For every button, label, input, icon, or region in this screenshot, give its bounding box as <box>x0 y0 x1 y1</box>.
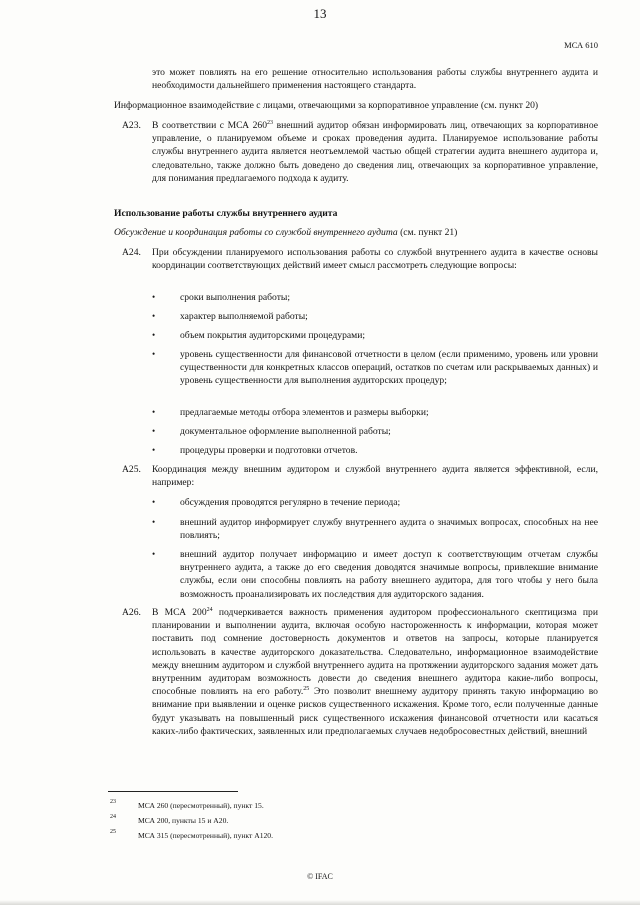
footnote-ref-25: 25 <box>303 686 310 693</box>
footnote-text: МСА 260 (пересмотренный), пункт 15. <box>138 801 264 810</box>
bullet-marker: • <box>152 330 156 340</box>
a24-bullet-item: уровень существенности для финансовой отчетности в целом (если применимо, уровень или уровни существенности для конкретных классов операций, остатков по счетам или раскрываемых данных) и уровень существенности для выполнения аудиторских процедур; <box>180 349 598 387</box>
intro-continuation: это может повлиять на его решение относительно использования работы службы внутреннего аудита и необходимости дальнейшего применения настоящего стандарта. <box>152 67 598 92</box>
a24-bullet-item: процедуры проверки и подготовки отчетов. <box>180 445 358 456</box>
standard-code: МСА 610 <box>564 40 598 50</box>
bullet-marker: • <box>152 517 156 527</box>
bullet-marker: • <box>152 349 156 359</box>
bullet-marker: • <box>152 497 156 507</box>
footnote-ref-23: 23 <box>267 119 274 126</box>
bullet-marker: • <box>152 407 156 417</box>
page-number: 13 <box>313 6 327 21</box>
footnote-number: 25 <box>110 829 116 835</box>
bullet-marker: • <box>152 292 156 302</box>
bullet-marker: • <box>152 445 156 455</box>
paragraph-a23: В соответствии с МСА $260^{23}$ внешний аудитор обязан информировать лиц, отвечающих за корпоративное управление, о планируемом объеме и сроках проведения аудита. Планируемое использование работы службы внутреннего аудита является неотъемлемой частью общей стратегии аудита внешнего аудитора и, следовательно, также должно быть доведено до сведения лиц, отвечающих за корпоративное управление, для понимания предлагаемого подхода к аудиту. <box>152 119 598 184</box>
a24-bullet-item: характер выполняемой работы; <box>180 311 308 322</box>
a25-bullet-item: внешний аудитор получает информацию и имеет доступ к соответствующим отчетам службы внутреннего аудита, а также до его сведения доводятся значимые вопросы, привлекшие внимание службы, если они способны повлиять на работу внешнего аудитора, для того чтобы у него была возможность проанализировать их последствия для аудиторского задания. <box>180 549 598 600</box>
paragraph-a26: В МСА $200^{24}$ подчеркивается важность применения аудитором профессионального скептицизма при планировании и выполнении аудита, включая особую настороженность к информации, которая может поставить под сомнение достоверность документов и ответов на запросы, которые планируется использовать в качестве аудиторского доказательства. Следовательно, информационное взаимодействие между внешним аудитором и службой внутреннего аудита на протяжении аудиторского задания может дать внутренним аудиторам возможность довести до сведения внешнего аудитора какие-либо вопросы, способные повлиять на его работу.$^{25}$ Это позволит внешнему аудитору принять такую информацию во внимание при выявлении и оценке рисков существенного искажения. Кроме того, если полученные данные будут указывать на повышенный риск существенного искажения финансовой отчетности или касаться каких-либо фактических, заявленных или предполагаемых случаев недобросовестных действий, внешний <box>152 606 598 737</box>
footnote-number: 24 <box>110 814 116 820</box>
bullet-marker: • <box>152 426 156 436</box>
paragraph-a24: При обсуждении планируемого использования работы со службой внутреннего аудита в качестве основы координации соответствующих действий имеет смысл рассмотреть следующие вопросы: <box>152 247 598 272</box>
footnote-number: 23 <box>110 799 116 805</box>
scan-edge <box>0 900 640 905</box>
a25-bullet-item: внешний аудитор информирует службу внутреннего аудита о значимых вопросах, способных на нее повлиять; <box>180 517 598 542</box>
paragraph-label-a24: A24. <box>122 247 141 258</box>
footnote-text: МСА 200, пункты 15 и А20. <box>138 816 229 825</box>
section-heading: Использование работы службы внутреннего аудита <box>114 208 338 219</box>
subheading-discussion: Обсуждение и координация работы со службой внутреннего аудита (см. пункт 21) <box>114 227 458 238</box>
paragraph-label-a25: A25. <box>122 464 141 475</box>
a24-bullet-item: документальное оформление выполненной работы; <box>180 426 391 437</box>
bullet-marker: • <box>152 311 156 321</box>
footnote-separator <box>108 791 238 792</box>
copyright-footer: © IFAC <box>307 872 333 881</box>
a25-bullet-item: обсуждения проводятся регулярно в течение периода; <box>180 497 401 508</box>
bullet-marker: • <box>152 549 156 559</box>
paragraph-label-a23: A23. <box>122 120 141 131</box>
footnote-ref-24: 24 <box>206 606 213 613</box>
footnote-text: МСА 315 (пересмотренный), пункт А120. <box>138 831 274 840</box>
subheading-governance: Информационное взаимодействие с лицами, отвечающими за корпоративное управление (см. пункт 20) <box>114 100 539 111</box>
a24-bullet-item: объем покрытия аудиторскими процедурами; <box>180 330 365 341</box>
paragraph-a25: Координация между внешним аудитором и службой внутреннего аудита является эффективной, если, например: <box>152 464 598 489</box>
paragraph-label-a26: A26. <box>122 607 141 618</box>
a24-bullet-item: предлагаемые методы отбора элементов и размеры выборки; <box>180 407 429 418</box>
a24-bullet-item: сроки выполнения работы; <box>180 292 290 303</box>
